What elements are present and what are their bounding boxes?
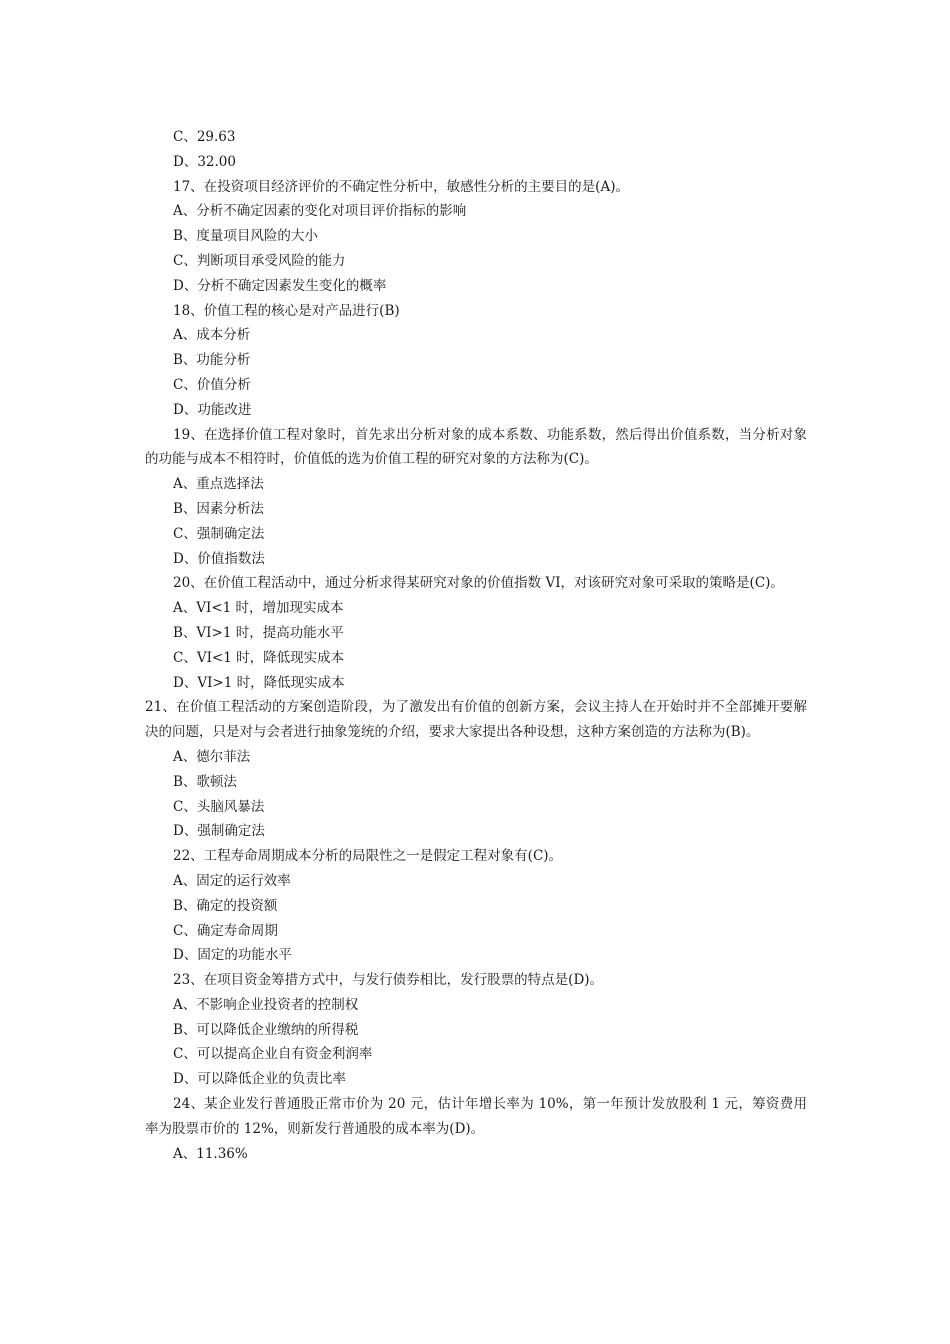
answer-option: B、因素分析法	[173, 500, 264, 517]
answer-option: C、可以提高企业自有资金利润率	[173, 1046, 373, 1063]
answer-option: D、可以降低企业的负责比率	[173, 1071, 346, 1088]
answer-option: B、歌顿法	[173, 773, 237, 790]
question-text: 17、在投资项目经济评价的不确定性分析中，敏感性分析的主要目的是(A)。	[173, 178, 629, 195]
answer-option: A、分析不确定因素的变化对项目评价指标的影响	[173, 203, 467, 220]
answer-option: C、判断项目承受风险的能力	[173, 252, 346, 269]
question-text: 18、价值工程的核心是对产品进行(B)	[173, 302, 400, 319]
answer-option: D、价值指数法	[173, 550, 265, 567]
answer-option: B、功能分析	[173, 352, 251, 369]
answer-option: C、价值分析	[173, 376, 251, 393]
answer-option: D、32.00	[173, 153, 236, 170]
answer-option: C、确定寿命周期	[173, 922, 278, 939]
answer-option: A、成本分析	[173, 327, 251, 344]
question-text: 24、某企业发行普通股正常市价为 20 元，估计年增长率为 10%，第一年预计发放股利 1 元，筹资费用率为股票市价的 12%，则新发行普通股的成本率为(D)。	[145, 1096, 807, 1137]
answer-option: B、度量项目风险的大小	[173, 228, 318, 245]
answer-option: A、德尔菲法	[173, 748, 251, 765]
answer-option: B、确定的投资额	[173, 897, 278, 914]
document-page	[145, 125, 807, 1166]
answer-option: A、不影响企业投资者的控制权	[173, 996, 359, 1013]
answer-option: A、固定的运行效率	[173, 872, 291, 889]
question-text: 23、在项目资金筹措方式中，与发行债券相比，发行股票的特点是(D)。	[173, 972, 604, 989]
answer-option: A、VI<1 时，增加现实成本	[173, 600, 344, 617]
question-text: 20、在价值工程活动中，通过分析求得某研究对象的价值指数 VI，对该研究对象可采取的策略是(C)。	[173, 575, 784, 592]
question-text: 21、在价值工程活动的方案创造阶段，为了激发出有价值的创新方案，会议主持人在开始时并不全部摊开要解决的问题，只是对与会者进行抽象笼统的介绍，要求大家提出各种设想，这种方案创造的方法称为(B)。	[145, 699, 807, 741]
answer-option: C、强制确定法	[173, 525, 265, 542]
question-text: 22、工程寿命周期成本分析的局限性之一是假定工程对象有(C)。	[173, 848, 563, 865]
question-text: 19、在选择价值工程对象时，首先求出分析对象的成本系数、功能系数，然后得出价值系数，当分析对象的功能与成本不相符时，价值低的选为价值工程的研究对象的方法称为(C)。	[145, 426, 807, 468]
answer-option: D、强制确定法	[173, 823, 265, 840]
answer-option: C、VI<1 时，降低现实成本	[173, 649, 345, 666]
answer-option: B、可以降低企业缴纳的所得税	[173, 1021, 359, 1038]
answer-option: A、11.36%	[173, 1145, 248, 1162]
answer-option: D、分析不确定因素发生变化的概率	[173, 277, 387, 294]
answer-option: D、固定的功能水平	[173, 947, 292, 964]
answer-option: C、头脑风暴法	[173, 798, 265, 815]
answer-option: B、VI>1 时，提高功能水平	[173, 624, 344, 641]
answer-option: D、VI>1 时，降低现实成本	[173, 674, 345, 691]
answer-option: A、重点选择法	[173, 476, 264, 493]
answer-option: D、功能改进	[173, 401, 252, 418]
answer-option: C、29.63	[173, 129, 236, 145]
